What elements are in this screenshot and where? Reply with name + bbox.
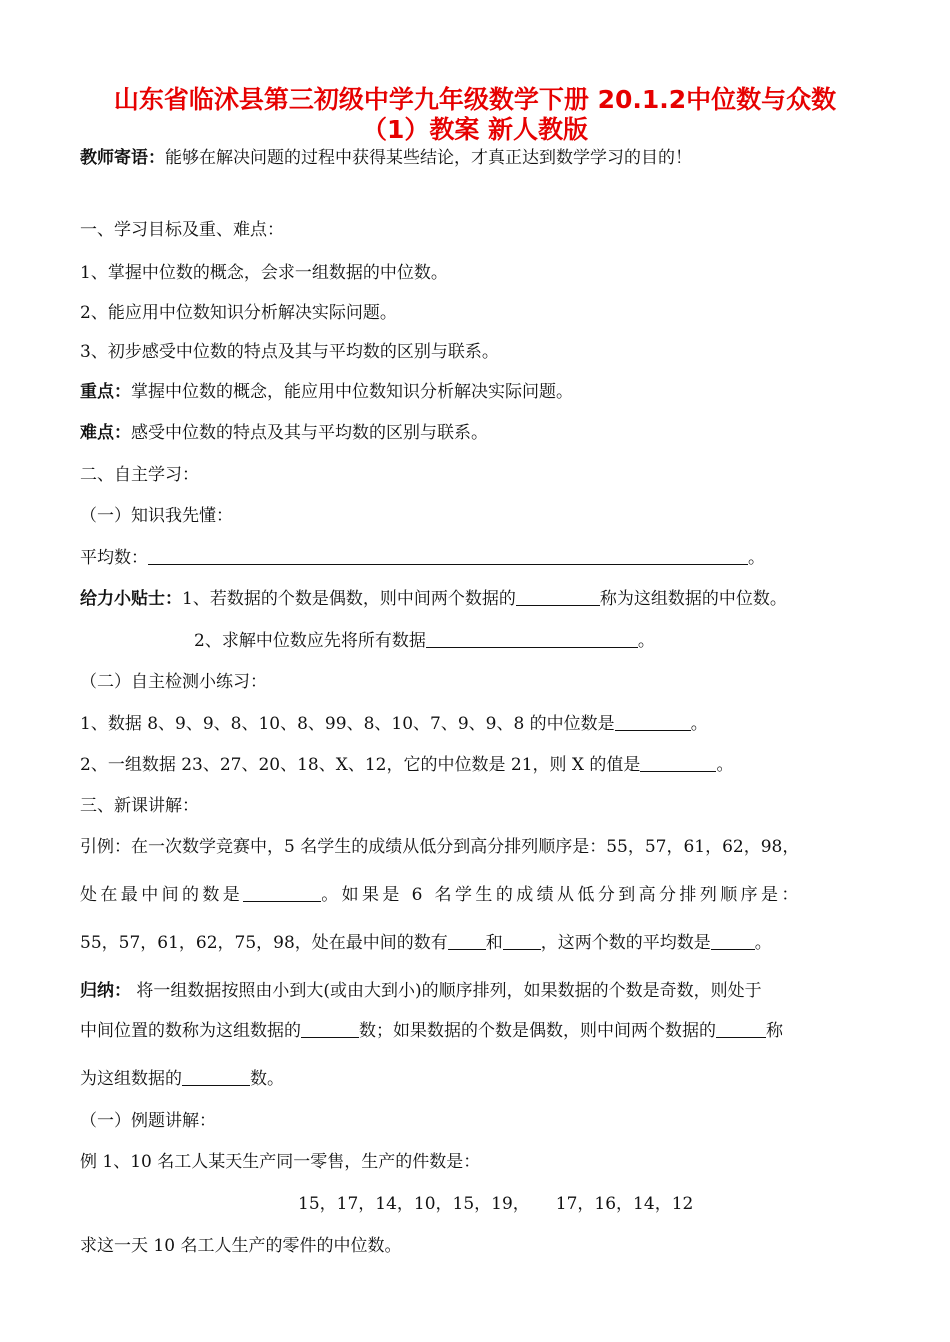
tip-1-blank (516, 589, 600, 606)
section3-heading: 三、新课讲解： (80, 796, 199, 816)
exercise-1-period: 。 (690, 714, 708, 734)
exercise-2 (80, 754, 733, 776)
example-1-question: 求这一天 10 名工人生产的零件的中位数。 (80, 1236, 402, 1256)
title-line-2: （1）教案 新人教版 (361, 115, 589, 144)
example-1-data-a: 15，17，14，10，15，19， (298, 1194, 530, 1214)
intro-line-3-a: 55，57，61，62，75，98，处在最中间的数有 (80, 933, 448, 953)
exercise-1-text: 1、数据 8、9、9、8、10、8、99、8、10、7、9、9、8 的中位数是 (80, 714, 615, 734)
summary-text-2a: 中间位置的数称为这组数据的 (80, 1021, 301, 1041)
exercise-1 (80, 713, 708, 735)
intro-line-3 (80, 932, 772, 954)
summary-line-2 (80, 1020, 783, 1042)
summary-line-3 (80, 1068, 284, 1090)
intro-blank-2 (448, 933, 486, 950)
goal-1: 1、掌握中位数的概念，会求一组数据的中位数。 (80, 263, 448, 283)
summary-blank-2 (716, 1021, 766, 1038)
title-line-1: 山东省临沭县第三初级中学九年级数学下册 20.1.2中位数与众数 (113, 85, 837, 114)
tip-2-text-a: 2、求解中位数应先将所有数据 (194, 631, 426, 651)
intro-line-2-b: 。如果是 6 名学生的成绩从低分到高分排列顺序是： (321, 885, 802, 905)
goal-3: 3、初步感受中位数的特点及其与平均数的区别与联系。 (80, 342, 499, 362)
example-1-data-b: 17，16，14，12 (555, 1194, 694, 1214)
tip-2-blank (426, 631, 638, 648)
intro-blank-1 (243, 885, 321, 902)
section2-sub1: （一）知识我先懂： (80, 506, 233, 526)
mean-line (80, 547, 765, 569)
tip-1 (80, 588, 787, 610)
summary-blank-1 (301, 1021, 359, 1038)
mean-blank (148, 548, 748, 565)
tip-2 (194, 630, 655, 652)
intro-line-2 (80, 884, 802, 906)
summary-label: 归纳： (80, 981, 131, 1001)
exercise-1-blank (615, 714, 691, 731)
summary-text-2b: 数；如果数据的个数是偶数，则中间两个数据的 (359, 1021, 716, 1041)
key-point-label: 重点： (80, 382, 131, 402)
exercise-2-blank (640, 755, 716, 772)
intro-line-2-a: 处在最中间的数是 (80, 885, 244, 905)
summary-line-1 (80, 980, 762, 1002)
summary-text-1: 将一组数据按照由小到大(或由大到小)的顺序排列，如果数据的个数是奇数，则处于 (131, 981, 762, 1001)
summary-text-3a: 为这组数据的 (80, 1069, 182, 1089)
difficult-point (80, 422, 488, 444)
tips-label: 给力小贴士： (80, 589, 182, 609)
key-point-text: 掌握中位数的概念，能应用中位数知识分析解决实际问题。 (131, 382, 573, 402)
exercise-2-text: 2、一组数据 23、27、20、18、X、12，它的中位数是 21，则 X 的值是 (80, 755, 641, 775)
difficult-point-text: 感受中位数的特点及其与平均数的区别与联系。 (131, 423, 488, 443)
mean-period: 。 (748, 548, 765, 568)
example-1-data (298, 1193, 693, 1215)
intro-blank-3 (503, 933, 541, 950)
section3-sub1: （一）例题讲解： (80, 1111, 216, 1131)
section2-sub2: （二）自主检测小练习： (80, 672, 267, 692)
intro-line-3-c: ，这两个数的平均数是 (540, 933, 711, 953)
section2-heading: 二、自主学习： (80, 465, 199, 485)
tip-1-text-b: 称为这组数据的中位数。 (599, 589, 787, 609)
goal-2: 2、能应用中位数知识分析解决实际问题。 (80, 303, 397, 323)
difficult-point-label: 难点： (80, 423, 131, 443)
mean-label: 平均数： (80, 548, 148, 568)
example-1: 例 1、10 名工人某天生产同一零售，生产的件数是： (80, 1152, 481, 1172)
teacher-note-text: 能够在解决问题的过程中获得某些结论，才真正达到数学学习的目的！ (165, 148, 692, 168)
key-point (80, 381, 573, 403)
summary-text-3b: 数。 (250, 1069, 284, 1089)
teacher-note (80, 147, 692, 169)
section1-heading: 一、学习目标及重、难点： (80, 220, 284, 240)
intro-line-3-b: 和 (485, 933, 503, 953)
summary-text-2c: 称 (766, 1021, 783, 1041)
tip-2-period: 。 (637, 631, 655, 651)
teacher-note-label: 教师寄语： (80, 148, 165, 168)
intro-line-3-period: 。 (754, 933, 772, 953)
intro-line-1: 引例：在一次数学竞赛中，5 名学生的成绩从低分到高分排列顺序是：55，57，61，62，98， (80, 837, 800, 857)
summary-blank-3 (182, 1069, 250, 1086)
exercise-2-period: 。 (716, 755, 734, 775)
intro-blank-4 (711, 933, 755, 950)
tip-1-text-a: 1、若数据的个数是偶数，则中间两个数据的 (182, 589, 516, 609)
